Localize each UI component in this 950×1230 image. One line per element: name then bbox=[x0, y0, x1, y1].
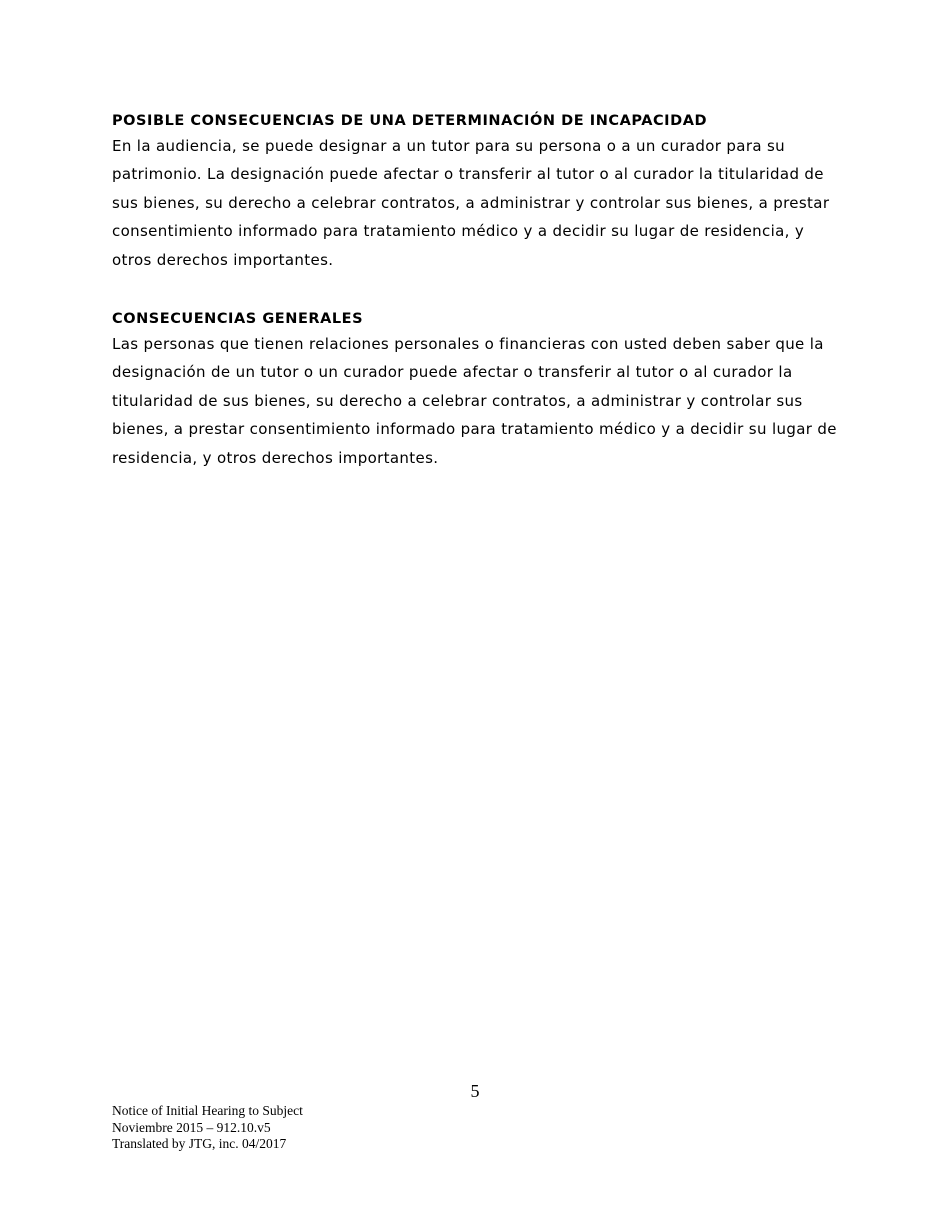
section-general-consequences bbox=[112, 309, 842, 472]
document-footer bbox=[112, 1103, 303, 1153]
section-incapacity-consequences bbox=[112, 111, 842, 274]
section-paragraph: Las personas que tienen relaciones personales o financieras con usted deben saber que la designación de un tutor o un curador puede afectar o transferir al tutor o al curador la titularidad de sus bienes, su derecho a celebrar contratos, a administrar y controlar sus bienes, a prestar consentimiento informado para tratamiento médico y a decidir su lugar de residencia, y otros derechos importantes. bbox=[112, 335, 837, 467]
section-paragraph: En la audiencia, se puede designar a un tutor para su persona o a un curador para su patrimonio. La designación puede afectar o transferir al tutor o al curador la titularidad de sus bienes, su derecho a celebrar contratos, a administrar y controlar sus bienes, a prestar consentimiento informado para tratamiento médico y a decidir su lugar de residencia, y otros derechos importantes. bbox=[112, 137, 830, 269]
section-heading: POSIBLE CONSECUENCIAS DE UNA DETERMINACIÓN DE INCAPACIDAD bbox=[112, 113, 708, 129]
footer-line-title: Notice of Initial Hearing to Subject bbox=[112, 1103, 303, 1118]
section-heading: CONSECUENCIAS GENERALES bbox=[112, 311, 364, 327]
page-number: 5 bbox=[470, 1081, 480, 1101]
footer-line-translation: Translated by JTG, inc. 04/2017 bbox=[112, 1136, 287, 1151]
footer-line-version: Noviembre 2015 – 912.10.v5 bbox=[112, 1119, 271, 1135]
